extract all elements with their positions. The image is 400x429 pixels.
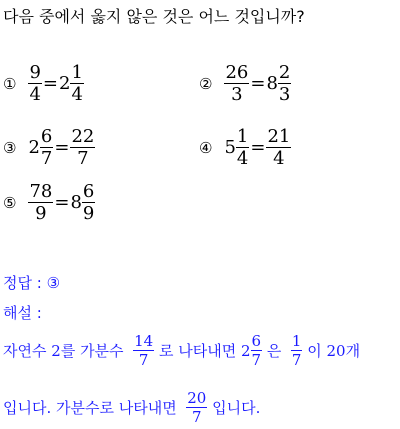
fraction: [70, 126, 95, 169]
fraction: [40, 126, 53, 169]
option-marker: ②: [199, 74, 213, 93]
fraction: [251, 332, 263, 369]
explanation-line-2: [3, 389, 260, 426]
fraction: [133, 332, 154, 369]
denominator: 4: [29, 84, 41, 106]
explanation-label: 해설 :: [3, 304, 42, 322]
denominator: 7: [138, 351, 149, 370]
option-marker: ③: [3, 138, 17, 157]
numerator: 1: [236, 126, 249, 147]
option-marker: ④: [199, 138, 213, 157]
denominator: 3: [231, 84, 243, 106]
numerator: 1: [291, 332, 302, 350]
question-text: 다음 중에서 옳지 않은 것은 어느 것입니까?: [3, 7, 305, 26]
whole-number: 2: [240, 341, 251, 360]
fraction: [291, 332, 303, 369]
fraction: [266, 126, 291, 169]
number: 20: [326, 341, 346, 360]
text: 개: [345, 342, 361, 361]
equals-sign: =: [250, 73, 266, 95]
denominator: 7: [251, 351, 262, 370]
text: 자연수: [3, 342, 47, 361]
fraction: [28, 62, 41, 105]
numerator: 2: [278, 62, 291, 83]
fraction: [186, 389, 207, 426]
denominator: 7: [291, 351, 302, 370]
answer-line: [3, 272, 60, 293]
option-marker: ①: [3, 74, 17, 93]
answer-label: 정답 :: [3, 274, 42, 292]
denominator: 4: [273, 148, 285, 170]
option-3: [3, 126, 95, 169]
numerator: 22: [71, 126, 95, 147]
text: 은: [266, 342, 282, 361]
whole-number: 2: [28, 137, 40, 159]
denominator: 4: [71, 84, 83, 106]
whole-number: 5: [224, 137, 236, 159]
denominator: 3: [278, 84, 291, 106]
equals-sign: =: [42, 73, 58, 95]
fraction: [28, 181, 53, 224]
fraction: [236, 126, 249, 169]
option-4: [199, 126, 291, 169]
numerator: 78: [29, 181, 53, 202]
numerator: 20: [187, 389, 207, 407]
text: 입니다.: [212, 399, 261, 418]
denominator: 9: [35, 203, 47, 225]
fraction: [82, 181, 95, 224]
whole-number: 8: [70, 192, 82, 214]
option-1: [3, 62, 84, 105]
numerator: 26: [225, 62, 249, 83]
equals-sign: =: [250, 137, 266, 159]
option-marker: ⑤: [3, 193, 17, 212]
text: 이: [307, 342, 322, 361]
explanation-line-1: [3, 332, 360, 369]
option-5: [3, 181, 95, 224]
answer-value: ③: [46, 274, 61, 292]
denominator: 7: [77, 148, 89, 170]
text: 로 나타내면: [158, 342, 237, 361]
text: 를 가분수: [60, 342, 124, 361]
text: 입니다. 가분수로 나타내면: [3, 399, 177, 418]
fraction: [278, 62, 291, 105]
option-2: [199, 62, 291, 105]
numerator: 6: [251, 332, 262, 350]
denominator: 7: [192, 408, 202, 427]
fraction: [224, 62, 249, 105]
numerator: 6: [40, 126, 53, 147]
numerator: 1: [71, 62, 83, 83]
equals-sign: =: [54, 137, 70, 159]
numerator: 21: [267, 126, 291, 147]
whole-number: 8: [266, 73, 278, 95]
whole-number: 2: [59, 73, 71, 95]
fraction: [70, 62, 83, 105]
numerator: 9: [29, 62, 41, 83]
numerator: 14: [134, 332, 154, 350]
numerator: 6: [82, 181, 95, 202]
equals-sign: =: [54, 192, 70, 214]
denominator: 7: [40, 148, 53, 170]
number: 2: [51, 341, 61, 360]
denominator: 9: [82, 203, 95, 225]
denominator: 4: [236, 148, 249, 170]
